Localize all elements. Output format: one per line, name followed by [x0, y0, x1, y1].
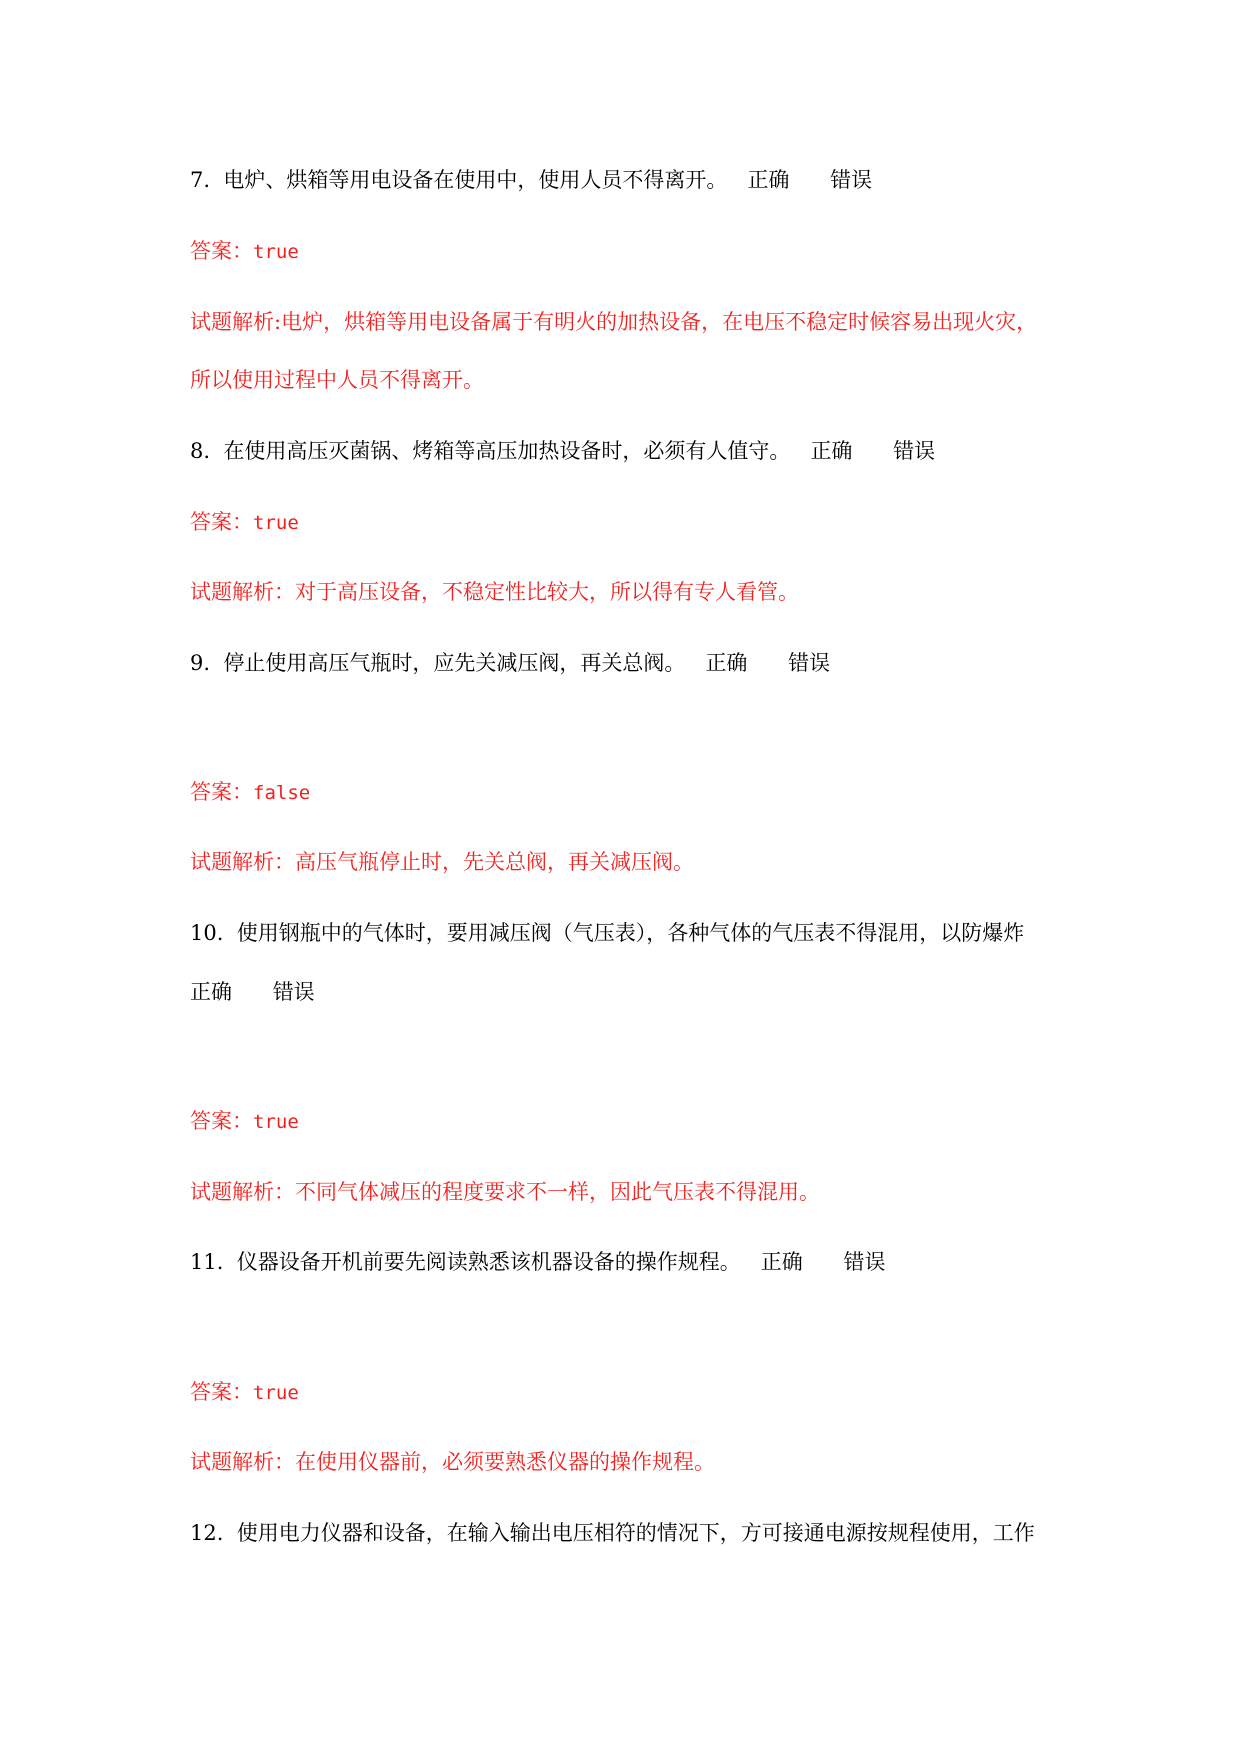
answer-label: 答案：	[190, 239, 253, 263]
answer-7	[190, 237, 299, 266]
analysis-9	[190, 848, 694, 876]
analysis-label: 试题解析:	[190, 310, 282, 334]
option-false: 错误	[272, 980, 315, 1004]
analysis-text: 电炉，烘箱等用电设备属于有明火的加热设备，在电压不稳定时候容易出现火灾，	[281, 310, 1038, 334]
answer-label: 答案：	[190, 510, 253, 534]
option-false: 错误	[788, 651, 831, 675]
option-true: 正确	[760, 1250, 803, 1274]
option-true: 正确	[190, 980, 232, 1004]
question-text: 使用电力仪器和设备，在输入输出电压相符的情况下，方可接通电源按规程使用，工作	[236, 1521, 1035, 1545]
option-true: 正确	[747, 168, 790, 192]
answer-label: 答案：	[190, 1109, 253, 1133]
analysis-label: 试题解析：	[190, 1450, 295, 1474]
option-false: 错误	[830, 168, 873, 192]
question-number: 9.	[190, 651, 211, 675]
question-text: 仪器设备开机前要先阅读熟悉该机器设备的操作规程。	[236, 1250, 741, 1274]
analysis-10	[190, 1178, 820, 1206]
question-text: 在使用高压灭菌锅、烤箱等高压加热设备时，必须有人值守。	[223, 439, 791, 463]
question-11	[190, 1248, 885, 1276]
analysis-text: 对于高压设备，不稳定性比较大，所以得有专人看管。	[295, 580, 799, 604]
analysis-8	[190, 578, 799, 606]
answer-value: true	[253, 1111, 299, 1133]
question-text: 电炉、烘箱等用电设备在使用中，使用人员不得离开。	[223, 168, 728, 192]
answer-label: 答案：	[190, 1380, 253, 1404]
answer-8	[190, 508, 299, 537]
question-text: 停止使用高压气瓶时，应先关减压阀，再关总阀。	[223, 651, 686, 675]
answer-label: 答案：	[190, 780, 253, 804]
question-7	[190, 166, 872, 194]
answer-value: true	[253, 512, 299, 534]
option-false: 错误	[843, 1250, 886, 1274]
option-true: 正确	[810, 439, 853, 463]
option-true: 正确	[705, 651, 748, 675]
question-number: 7.	[190, 168, 211, 192]
answer-value: true	[253, 241, 299, 263]
analysis-label: 试题解析：	[190, 1180, 295, 1204]
question-number: 10.	[190, 921, 224, 945]
answer-11	[190, 1378, 299, 1407]
answer-value: true	[253, 1382, 299, 1404]
analysis-7-continued	[190, 366, 484, 394]
answer-9	[190, 778, 310, 807]
question-10	[190, 919, 1024, 947]
analysis-label: 试题解析：	[190, 580, 295, 604]
question-number: 8.	[190, 439, 211, 463]
analysis-11	[190, 1448, 715, 1476]
answer-value: false	[253, 782, 311, 804]
question-number: 11.	[190, 1250, 224, 1274]
question-8	[190, 437, 935, 465]
option-false: 错误	[893, 439, 936, 463]
question-text: 使用钢瓶中的气体时，要用减压阀（气压表），各种气体的气压表不得混用，以防爆炸	[236, 921, 1025, 945]
analysis-text-cont: 所以使用过程中人员不得离开。	[190, 368, 484, 392]
question-12	[190, 1519, 1035, 1547]
question-number: 12.	[190, 1521, 224, 1545]
answer-10	[190, 1107, 299, 1136]
question-9	[190, 649, 830, 677]
question-10-options	[190, 978, 315, 1006]
analysis-text: 高压气瓶停止时，先关总阀，再关减压阀。	[295, 850, 694, 874]
analysis-text: 不同气体减压的程度要求不一样，因此气压表不得混用。	[295, 1180, 820, 1204]
analysis-text: 在使用仪器前，必须要熟悉仪器的操作规程。	[295, 1450, 715, 1474]
analysis-label: 试题解析：	[190, 850, 295, 874]
analysis-7	[190, 308, 1037, 336]
